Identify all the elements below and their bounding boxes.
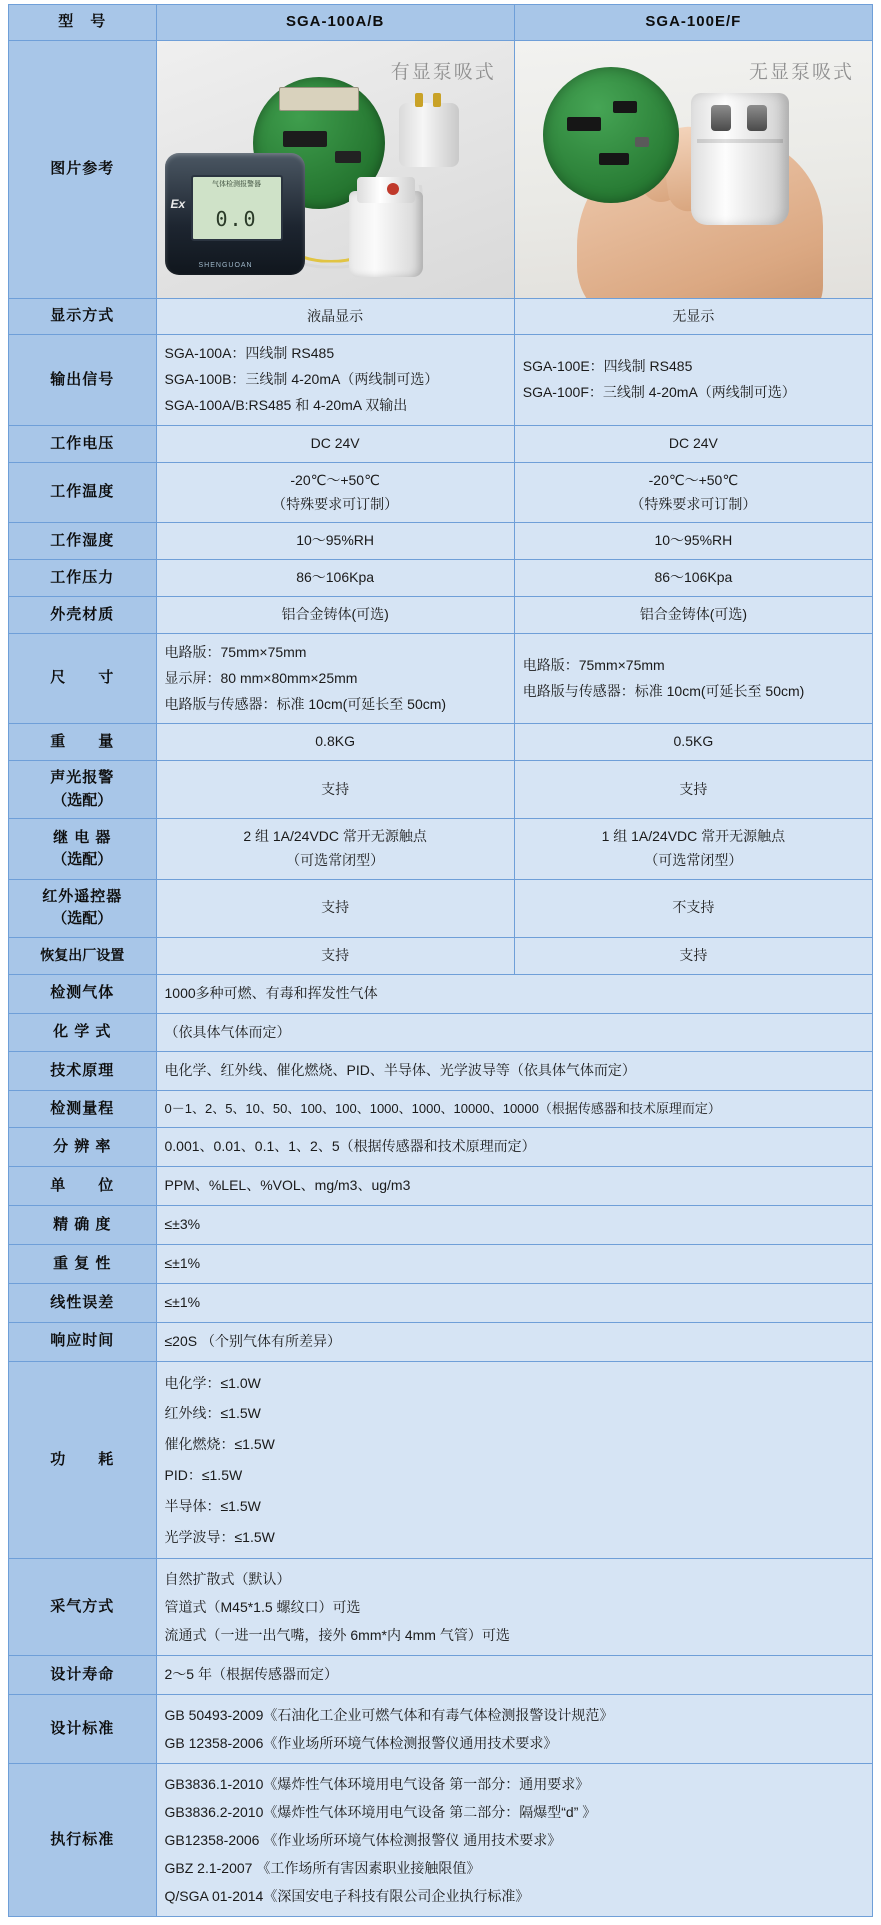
table-row-response-time — [9, 1322, 873, 1361]
value-display-b: 无显示 — [514, 298, 872, 335]
row-label-factory-reset: 恢复出厂设置 — [9, 937, 157, 974]
value-alarm-a: 支持 — [156, 761, 514, 819]
ic-chip-icon — [283, 131, 327, 147]
value-housing-b: 铝合金铸体(可选) — [514, 596, 872, 633]
row-label-humidity: 工作湿度 — [9, 523, 157, 560]
value-pressure-b: 86～106Kpa — [514, 560, 872, 597]
table-row-housing — [9, 596, 873, 633]
value-alarm-b: 支持 — [514, 761, 872, 819]
table-row-unit — [9, 1167, 873, 1206]
value-remote-b: 不支持 — [514, 879, 872, 937]
table-row-compliance-standard — [9, 1764, 873, 1917]
display-meter — [165, 153, 305, 275]
row-label-repeatability: 重 复 性 — [9, 1245, 157, 1284]
value-humidity-a: 10～95%RH — [156, 523, 514, 560]
value-weight-b: 0.5KG — [514, 724, 872, 761]
row-label-output: 输出信号 — [9, 335, 157, 426]
circuit-board-b — [543, 67, 679, 203]
row-label-compliance-standard: 执行标准 — [9, 1764, 157, 1917]
product-photo-b-cell — [514, 40, 872, 298]
table-row-sampling — [9, 1559, 873, 1656]
value-compliance-standard: GB3836.1-2010《爆炸性气体环境用电气设备 第一部分：通用要求》 GB3836.2-2010《爆炸性气体环境用电气设备 第二部分：隔爆型“d” 》 GB12358-2006 《作业场所环境气体检测报警仪 通用技术要求》 GBZ 2.1-2007 《工作场所有害因素职业接触限值》 Q/SGA 01-2014《深国安电子科技有限公司企业执行标准》 — [156, 1764, 873, 1917]
value-voltage-a: DC 24V — [156, 425, 514, 462]
ic-chip-icon — [335, 151, 361, 163]
table-row-repeatability — [9, 1245, 873, 1284]
gas-port-icon — [747, 105, 767, 131]
value-dimensions-b: 电路版：75mm×75mm 电路版与传感器：标准 10cm(可延长至 50cm) — [514, 633, 872, 724]
value-pressure-a: 86～106Kpa — [156, 560, 514, 597]
column-header-b: SGA-100E/F — [514, 5, 872, 41]
ic-chip-icon — [567, 117, 601, 131]
ic-chip-icon — [599, 153, 629, 165]
column-header-a: SGA-100A/B — [156, 5, 514, 41]
value-power: 电化学：≤1.0W 红外线：≤1.5W 催化燃烧：≤1.5W PID：≤1.5W 半导体：≤1.5W 光学波导：≤1.5W — [156, 1361, 873, 1559]
table-row-power — [9, 1361, 873, 1559]
sensor-seam — [697, 139, 783, 143]
row-label-range: 检测量程 — [9, 1091, 157, 1128]
table-row-linearity — [9, 1283, 873, 1322]
lcd-top-label: 气体检测报警器 — [212, 180, 261, 188]
row-label-photos: 图片参考 — [9, 40, 157, 298]
value-gases: 1000多种可燃、有毒和挥发性气体 — [156, 974, 873, 1013]
table-row-factory-reset — [9, 937, 873, 974]
row-label-display: 显示方式 — [9, 298, 157, 335]
table-row-principle — [9, 1052, 873, 1091]
lcd-screen — [191, 175, 283, 241]
row-label-remote: 红外遥控器 （选配） — [9, 879, 157, 937]
photo-caption-a: 有显泵吸式 — [390, 61, 496, 83]
product-photo-a-cell — [156, 40, 514, 298]
value-weight-a: 0.8KG — [156, 724, 514, 761]
value-display-a: 液晶显示 — [156, 298, 514, 335]
value-factory-reset-a: 支持 — [156, 937, 514, 974]
value-humidity-b: 10～95%RH — [514, 523, 872, 560]
value-range: 0－1、2、5、10、50、100、100、1000、1000、10000、10000（根据传感器和技术原理而定） — [156, 1091, 873, 1128]
row-label-response-time: 响应时间 — [9, 1322, 157, 1361]
terminal-block-icon — [279, 87, 359, 111]
row-label-resolution: 分 辨 率 — [9, 1128, 157, 1167]
value-formula: （依具体气体而定） — [156, 1013, 873, 1052]
table-row-design-standard — [9, 1695, 873, 1764]
sensor-pin-icon — [433, 93, 441, 107]
value-repeatability: ≤±1% — [156, 1245, 873, 1284]
ex-marking-icon: Ex — [170, 196, 186, 211]
row-label-accuracy: 精 确 度 — [9, 1206, 157, 1245]
table-row-pressure — [9, 560, 873, 597]
table-row-alarm — [9, 761, 873, 819]
row-label-voltage: 工作电压 — [9, 425, 157, 462]
row-label-sampling: 采气方式 — [9, 1559, 157, 1656]
value-relay-b: 1 组 1A/24VDC 常开无源触点 （可选常闭型） — [514, 819, 872, 880]
row-label-design-standard: 设计标准 — [9, 1695, 157, 1764]
table-row-output — [9, 335, 873, 426]
product-photo-a — [157, 41, 514, 298]
table-row-model — [9, 5, 873, 41]
sensor-probe-a — [349, 191, 423, 277]
value-housing-a: 铝合金铸体(可选) — [156, 596, 514, 633]
table-row-dimensions — [9, 633, 873, 724]
brand-label: SHENGUOAN — [198, 261, 253, 269]
table-row-range — [9, 1091, 873, 1128]
value-sampling: 自然扩散式（默认） 管道式（M45*1.5 螺纹口）可选 流通式（一进一出气嘴，接外 6mm*内 4mm 气管）可选 — [156, 1559, 873, 1656]
table-row-lifetime — [9, 1656, 873, 1695]
row-label-pressure: 工作压力 — [9, 560, 157, 597]
value-factory-reset-b: 支持 — [514, 937, 872, 974]
sensor-module-small — [399, 103, 459, 167]
ic-chip-icon — [635, 137, 649, 147]
value-temperature-a: -20℃～+50℃ （特殊要求可订制） — [156, 462, 514, 523]
row-label-linearity: 线性误差 — [9, 1283, 157, 1322]
value-response-time: ≤20S （个别气体有所差异） — [156, 1322, 873, 1361]
row-label-principle: 技术原理 — [9, 1052, 157, 1091]
value-unit: PPM、%LEL、%VOL、mg/m3、ug/m3 — [156, 1167, 873, 1206]
photo-caption-b: 无显泵吸式 — [748, 61, 854, 83]
table-row-voltage — [9, 425, 873, 462]
table-row-resolution — [9, 1128, 873, 1167]
value-output-b: SGA-100E：四线制 RS485 SGA-100F：三线制 4-20mA（两线制可选） — [514, 335, 872, 426]
value-dimensions-a: 电路版：75mm×75mm 显示屏：80 mm×80mm×25mm 电路版与传感器：标准 10cm(可延长至 50cm) — [156, 633, 514, 724]
ic-chip-icon — [613, 101, 637, 113]
row-label-alarm: 声光报警 （选配） — [9, 761, 157, 819]
specification-table — [8, 4, 873, 1917]
lcd-reading: 0.0 — [215, 206, 258, 231]
table-row-remote — [9, 879, 873, 937]
value-accuracy: ≤±3% — [156, 1206, 873, 1245]
row-label-relay: 继 电 器 （选配） — [9, 819, 157, 880]
gas-port-icon — [711, 105, 731, 131]
value-temperature-b: -20℃～+50℃ （特殊要求可订制） — [514, 462, 872, 523]
row-label-formula: 化 学 式 — [9, 1013, 157, 1052]
table-row-temperature — [9, 462, 873, 523]
value-remote-a: 支持 — [156, 879, 514, 937]
table-row-gases — [9, 974, 873, 1013]
table-row-photos — [9, 40, 873, 298]
product-photo-b — [515, 41, 872, 298]
value-design-standard: GB 50493-2009《石油化工企业可燃气体和有毒气体检测报警设计规范》 GB 12358-2006《作业场所环境气体检测报警仪通用技术要求》 — [156, 1695, 873, 1764]
value-principle: 电化学、红外线、催化燃烧、PID、半导体、光学波导等（依具体气体而定） — [156, 1052, 873, 1091]
sensor-pin-icon — [415, 93, 423, 107]
row-label-lifetime: 设计寿命 — [9, 1656, 157, 1695]
sensor-probe-b — [691, 93, 789, 225]
row-label-gases: 检测气体 — [9, 974, 157, 1013]
value-relay-a: 2 组 1A/24VDC 常开无源触点 （可选常闭型） — [156, 819, 514, 880]
value-output-a: SGA-100A：四线制 RS485 SGA-100B：三线制 4-20mA（两线制可选） SGA-100A/B:RS485 和 4-20mA 双输出 — [156, 335, 514, 426]
value-linearity: ≤±1% — [156, 1283, 873, 1322]
table-row-formula — [9, 1013, 873, 1052]
table-row-humidity — [9, 523, 873, 560]
row-label-weight: 重 量 — [9, 724, 157, 761]
value-resolution: 0.001、0.01、0.1、1、2、5（根据传感器和技术原理而定） — [156, 1128, 873, 1167]
sensor-indicator-icon — [387, 183, 399, 195]
value-lifetime: 2～5 年（根据传感器而定） — [156, 1656, 873, 1695]
row-label-model: 型 号 — [9, 5, 157, 41]
row-label-temperature: 工作温度 — [9, 462, 157, 523]
row-label-housing: 外壳材质 — [9, 596, 157, 633]
table-row-relay — [9, 819, 873, 880]
value-voltage-b: DC 24V — [514, 425, 872, 462]
row-label-power: 功 耗 — [9, 1361, 157, 1559]
table-row-display — [9, 298, 873, 335]
row-label-unit: 单 位 — [9, 1167, 157, 1206]
row-label-dimensions: 尺 寸 — [9, 633, 157, 724]
table-row-weight — [9, 724, 873, 761]
table-row-accuracy — [9, 1206, 873, 1245]
sensor-cap-icon — [357, 177, 415, 203]
